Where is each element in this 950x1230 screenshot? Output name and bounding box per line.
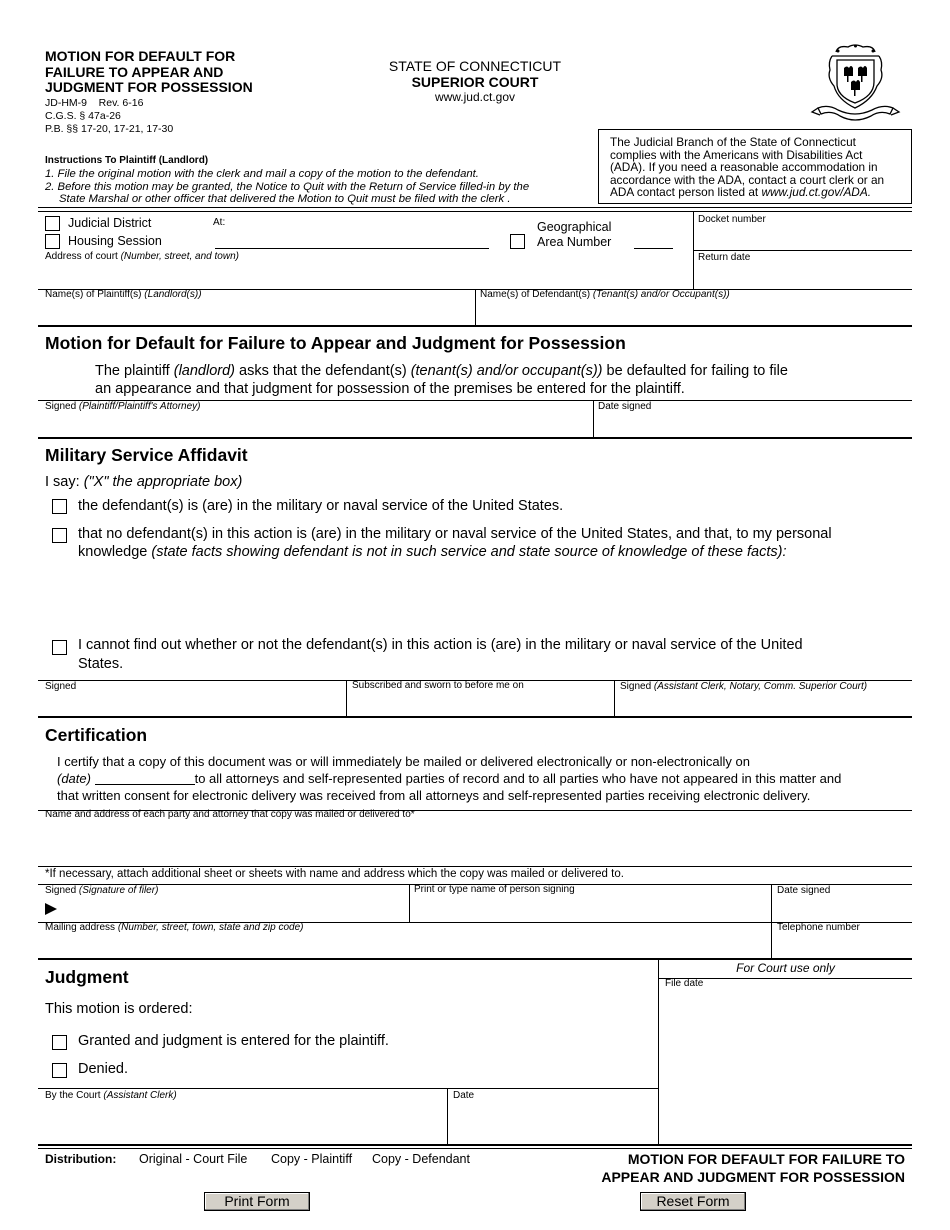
return-date-label: Return date <box>698 252 751 263</box>
triangle-right-icon <box>45 903 57 915</box>
print-name-field[interactable] <box>412 897 768 920</box>
ada-line-2: complies with the Americans with Disabilities Act <box>610 147 863 162</box>
judgment-date-field[interactable] <box>450 1103 655 1143</box>
motion-date-signed-label: Date signed <box>598 401 652 412</box>
housing-session-checkbox[interactable] <box>45 234 60 249</box>
military-option-3-checkbox[interactable] <box>52 640 67 655</box>
at-label: At: <box>213 217 226 228</box>
distribution-defendant: Copy - Defendant <box>372 1152 470 1166</box>
motion-heading: Motion for Default for Failure to Appear and Judgment for Possession <box>45 333 626 353</box>
certification-line-2: (date) to all attorneys and self-represented parties of record and to all parties who have not appeared in this matter and <box>57 771 842 786</box>
denied-checkbox[interactable] <box>52 1063 67 1078</box>
distribution-plaintiff: Copy - Plaintiff <box>271 1152 353 1166</box>
motion-paragraph-line-2: an appearance and that judgment for possession of the premises be entered for the plaintiff. <box>95 381 685 397</box>
print-name-label: Print or type name of person signing <box>414 884 575 895</box>
defendant-names-label: Name(s) of Defendant(s) (Tenant(s) and/or Occupant(s)) <box>480 289 730 300</box>
judicial-district-label: Judicial District <box>68 216 152 230</box>
telephone-field[interactable] <box>774 935 910 957</box>
plaintiff-names-label: Name(s) of Plaintiff(s) (Landlord(s)) <box>45 289 202 300</box>
certification-line-1: I certify that a copy of this document was or will immediately be mailed or delivered electronically or non-electronically on <box>57 754 750 769</box>
ada-line-5-prefix: ADA contact person listed at <box>610 185 762 200</box>
print-form-button[interactable]: Print Form <box>204 1192 310 1211</box>
connecticut-seal-icon <box>808 42 903 124</box>
military-facts-field[interactable] <box>78 564 908 632</box>
certification-heading: Certification <box>45 725 148 745</box>
geographical-area-checkbox[interactable] <box>510 234 525 249</box>
motion-signature-field[interactable] <box>40 413 590 435</box>
footer-title-line-2: APPEAR AND JUDGMENT FOR POSSESSION <box>601 1168 905 1185</box>
ada-line-4: accordance with the ADA, contact a court clerk or an <box>610 172 885 187</box>
certification-line-3: that written consent for electronic delivery was received from all attorneys and self-represented parties receiving electronic delivery. <box>57 788 811 803</box>
court-header <box>375 58 575 104</box>
footnote: *If necessary, attach additional sheet or sheets with name and address which the copy was mailed or delivered to. <box>45 868 624 880</box>
military-option-2-line-2: knowledge (state facts showing defendant is not in such service and state source of knowledge of these facts): <box>78 544 787 560</box>
file-date-label: File date <box>665 978 704 989</box>
granted-checkbox[interactable] <box>52 1035 67 1050</box>
military-option-2-line-1: that no defendant(s) in this action is (are) in the military or naval service of the United States, and that, to my personal <box>78 526 832 542</box>
ada-line-1: The Judicial Branch of the State of Connecticut <box>610 135 856 149</box>
judicial-district-checkbox[interactable] <box>45 216 60 231</box>
geographical-label-2: Area Number <box>537 235 612 249</box>
housing-session-label: Housing Session <box>68 234 162 248</box>
statute-ref-2: P.B. §§ 17-20, 17-21, 17-30 <box>45 123 174 135</box>
subscribed-sworn-label: Subscribed and sworn to before me on <box>352 680 524 691</box>
form-title-line-3: JUDGMENT FOR POSSESSION <box>45 79 253 95</box>
military-option-3-line-2: States. <box>78 656 124 672</box>
address-of-court-field[interactable] <box>40 263 690 287</box>
military-heading: Military Service Affidavit <box>45 445 248 465</box>
return-date-field[interactable] <box>694 264 911 288</box>
instruction-2a: 2. Before this motion may be granted, the Notice to Quit with the Return of Service filled-in by the <box>45 181 530 193</box>
motion-paragraph-line-1: The plaintiff (landlord) asks that the defendant(s) (tenant(s) and/or occupant(s)) be defaulted for failing to file <box>95 363 788 379</box>
geographical-area-input[interactable] <box>634 248 673 249</box>
plaintiff-names-field[interactable] <box>40 301 472 323</box>
granted-label: Granted and judgment is entered for the plaintiff. <box>78 1033 389 1049</box>
address-of-court-label: Address of court (Number, street, and town) <box>45 251 239 262</box>
by-the-court-label: By the Court (Assistant Clerk) <box>45 1090 177 1101</box>
state-name: STATE OF CONNECTICUT <box>388 58 562 74</box>
military-signed-2-label: Signed (Assistant Clerk, Notary, Comm. Superior Court) <box>620 681 868 692</box>
military-signature-field[interactable] <box>40 693 343 714</box>
distribution-label: Distribution: <box>45 1152 117 1166</box>
mailing-address-field[interactable] <box>40 935 768 957</box>
form-id: JD-HM-9 Rev. 6-16 <box>45 97 144 109</box>
ada-notice-box <box>598 129 912 204</box>
form-title-line-1: MOTION FOR DEFAULT FOR <box>45 48 236 64</box>
geographical-label-1: Geographical <box>537 220 612 234</box>
military-option-2-checkbox[interactable] <box>52 528 67 543</box>
instruction-1: 1. File the original motion with the clerk and mail a copy of the motion to the defendant. <box>45 168 479 180</box>
name-address-field[interactable] <box>40 822 910 866</box>
statute-ref-1: C.G.S. § 47a-26 <box>45 110 121 122</box>
defendant-names-field[interactable] <box>478 301 910 323</box>
by-the-court-field[interactable] <box>40 1103 444 1143</box>
telephone-label: Telephone number <box>777 922 860 933</box>
subscribed-sworn-field[interactable] <box>349 692 611 714</box>
ada-line-5 <box>610 186 911 199</box>
reset-form-button[interactable]: Reset Form <box>640 1192 746 1211</box>
certification-date-input[interactable] <box>95 773 195 785</box>
filer-signed-label: Signed (Signature of filer) <box>45 885 159 896</box>
military-signed-label: Signed <box>45 681 77 692</box>
filer-signature-field[interactable] <box>62 897 406 920</box>
motion-date-signed-field[interactable] <box>596 413 910 435</box>
motion-signed-label: Signed (Plaintiff/Plaintiff's Attorney) <box>45 401 201 412</box>
docket-number-field[interactable] <box>694 226 911 249</box>
judgment-ordered: This motion is ordered: <box>45 1001 193 1017</box>
military-option-3-line-1: I cannot find out whether or not the defendant(s) in this action is (are) in the military or naval service of the United <box>78 637 803 653</box>
at-input[interactable] <box>215 248 489 249</box>
ada-link[interactable]: www.jud.ct.gov/ADA. <box>761 185 871 200</box>
file-date-field[interactable] <box>661 991 910 1141</box>
military-option-1-label: the defendant(s) is (are) in the military or naval service of the United States. <box>78 498 564 514</box>
name-address-label: Name and address of each party and attorney that copy was mailed or delivered to* <box>45 809 415 820</box>
military-option-1-checkbox[interactable] <box>52 499 67 514</box>
judgment-heading: Judgment <box>45 967 129 987</box>
ada-line-3: (ADA). If you need a reasonable accommodation in <box>610 160 878 175</box>
military-signature-2-field[interactable] <box>617 693 910 714</box>
distribution-court-file: Original - Court File <box>139 1152 248 1166</box>
footer-title <box>540 1151 905 1186</box>
instructions-title: Instructions To Plaintiff (Landlord) <box>45 155 209 166</box>
mailing-address-label: Mailing address (Number, street, town, state and zip code) <box>45 922 304 933</box>
filer-date-signed-field[interactable] <box>774 897 910 920</box>
judgment-date-label: Date <box>453 1090 475 1101</box>
court-use-only-label: For Court use only <box>736 961 835 975</box>
instruction-2b: State Marshal or other officer that delivered the Motion to Quit must be filed with the clerk . <box>59 193 511 205</box>
court-name: SUPERIOR COURT <box>411 74 539 90</box>
filer-date-signed-label: Date signed <box>777 885 831 896</box>
footer-title-line-1: MOTION FOR DEFAULT FOR FAILURE TO <box>627 1151 905 1167</box>
docket-number-label: Docket number <box>698 214 766 225</box>
denied-label: Denied. <box>78 1061 128 1077</box>
form-title <box>45 49 253 96</box>
form-title-line-2: FAILURE TO APPEAR AND <box>45 63 224 80</box>
military-i-say: I say: ("X" the appropriate box) <box>45 474 243 490</box>
court-website: www.jud.ct.gov <box>434 90 516 104</box>
